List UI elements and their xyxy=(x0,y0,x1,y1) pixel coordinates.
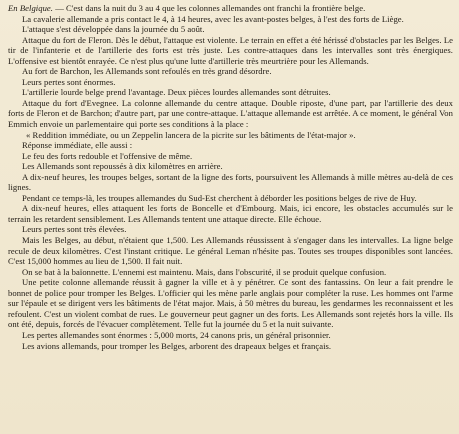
paragraph: L'attaque s'est développée dans la journée du 5 août. xyxy=(22,24,205,35)
paragraph: Les pertes allemandes sont énormes : 5,000 morts, 24 canons pris, un général prisonnier. xyxy=(22,329,331,340)
paragraph-lead xyxy=(8,3,453,14)
paragraph: Au fort de Barchon, les Allemands sont refoulés en très grand désordre. xyxy=(22,66,272,77)
paragraph: Pendant ce temps-là, les troupes allemandes du Sud-Est cherchent à déborder les positions belges de rive de Huy. xyxy=(22,192,417,203)
paragraph: Attaque du fort de Fleron. Dès le début, l'attaque est violente. Le terrain en effet a été hérissé d'obstacles par les Belges. Le tir de l'infanterie et de l'artillerie des forts est très juste. Les contre-attaques dans les intervalles sont très énergiques. L'offensive est bientôt enrayée. Ce n'est plus qu'une lutte d'artillerie très meurtrière pour les Allemands. xyxy=(8,34,453,66)
paragraph: Mais les Belges, au début, n'étaient que 1,500. Les Allemands réussissent à s'engager dans les intervalles. La ligne belge recule de deux kilomètres. C'est l'instant critique. Le général Leman n'hésite pas. Toutes ses troupes disponibles sont lancées. C'est 15,000 hommes au lieu de 1,500. Il fait nuit. xyxy=(8,235,453,267)
paragraph: A dix-neuf heures, les troupes belges, sortant de la ligne des forts, poursuivent les Allemands à mille mètres au-delà de ces lignes. xyxy=(8,171,453,193)
paragraph: Les Allemands sont repoussés à dix kilomètres en arrière. xyxy=(22,161,223,172)
section-heading: En Belgique. xyxy=(8,3,53,13)
paragraph: La cavalerie allemande a pris contact le 4, à 14 heures, avec les avant-postes belges, à l'est des forts de Liège. xyxy=(22,13,404,24)
paragraph-text: — C'est dans la nuit du 3 au 4 que les colonnes allemandes ont franchi la frontière belge. xyxy=(53,3,366,13)
paragraph-quote: « Reddition immédiate, ou un Zeppelin lancera de la picrite sur les bâtiments de l'état-major ». xyxy=(26,129,356,140)
paragraph: On se bat à la baïonnette. L'ennemi est maintenu. Mais, dans l'obscurité, il se produit quelque confusion. xyxy=(22,266,387,277)
paragraph: Le feu des forts redouble et l'offensive de même. xyxy=(22,150,193,161)
paragraph: Attaque du fort d'Evegnee. La colonne allemande du centre attaque. Double riposte, d'une part, par l'artillerie des deux forts de Fleron et de Barchon; d'autre part, par une contre-attaque. L'attaque allemande est arrêtée. A ce moment, le général Von Emmich envoie un parlementaire qui porte ses conditions à la place : xyxy=(8,97,453,130)
paragraph: Leurs pertes sont énormes. xyxy=(22,76,116,87)
paragraph: Réponse immédiate, elle aussi : xyxy=(22,140,133,151)
paragraph: L'artillerie lourde belge prend l'avantage. Deux pièces lourdes allemandes sont détruites. xyxy=(22,87,331,98)
paragraph: Les avions allemands, pour tromper les Belges, arborent des drapeaux belges et français. xyxy=(22,340,332,351)
paragraph: Une petite colonne allemande réussit à gagner la ville et à y pénétrer. Ce sont des fantassins. On leur a fait prendre le bonnet de police pour tromper les Belges. L'officier qui les mène parle anglais pour compléter la ruse. Les hommes ont l'arme sur l'épaule et se dirigent vers les bâtiments de l'état major. Mais, à 50 mètres du bureau, les gendarmes les reconnaissent et les refoulent. C'est un violent combat de rues. Le gouverneur peut gagner un des forts. Les Allemands sont rejetés hors la ville. Ils ont été, depuis, forcés de l'évacuer complètement. Telle fut la journée du 5 et la nuit suivante. xyxy=(8,277,453,330)
paragraph: A dix-neuf heures, elles attaquent les forts de Boncelle et d'Embourg. Mais, ici encore, les obstacles accumulés sur le terrain les retardent sensiblement. Les Allemands tentent une attaque directe. Elle échoue. xyxy=(8,203,453,224)
paragraph: Leurs pertes sont très élevées. xyxy=(22,224,127,235)
